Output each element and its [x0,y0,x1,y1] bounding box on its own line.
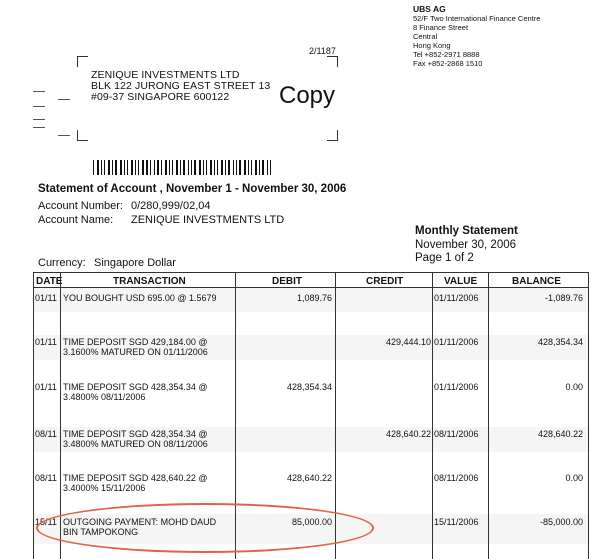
row-transaction-detail: 3.4800% MATURED ON 08/11/2006 [63,439,208,449]
page-indicator: Page 1 of 2 [415,252,474,264]
barcode-bar [259,160,260,175]
barcode-bar [108,160,110,175]
bank-tel: Tel +852-2971 8888 [413,50,480,59]
row-transaction: OUTGOING PAYMENT: MOHD DAUD [63,517,217,527]
row-credit: 429,444.10 [385,337,431,347]
barcode-bar [104,160,105,175]
barcode-bar [135,160,136,175]
barcode-bar [217,160,218,175]
barcode-bar [225,160,226,175]
header-debit: DEBIT [272,276,302,287]
fold-mark [33,91,45,92]
page-reference: 2/1187 [309,46,336,56]
row-balance: 428,640.22 [537,429,583,439]
barcode-bar [214,160,215,175]
barcode-bar [176,160,178,175]
account-number: 0/280,999/02,04 [131,200,211,212]
barcode-bar [183,160,185,175]
account-number-label: Account Number: [38,200,123,212]
fold-mark [33,119,45,120]
bank-address-line: Central [413,32,438,41]
barcode-bar [262,160,264,175]
bank-name: UBS AG [413,4,446,14]
barcode-bar [188,160,189,175]
barcode-bar [244,160,246,175]
barcode-bar [199,160,201,175]
row-balance: -85,000.00 [539,517,583,527]
header-transaction: TRANSACTION [113,276,186,287]
barcode-bar [203,160,204,175]
row-credit: 428,640.22 [385,429,431,439]
barcode-bar [161,160,162,175]
barcode-bar [115,160,117,175]
recipient-street: BLK 122 JURONG EAST STREET 13 [91,80,271,92]
account-name: ZENIQUE INVESTMENTS LTD [131,214,285,226]
column-divider [432,272,433,559]
row-debit: 85,000.00 [291,517,332,527]
recipient-address [91,70,270,103]
header-credit: CREDIT [366,276,404,287]
row-debit: 428,354.34 [286,382,332,392]
bank-fax: Fax +852-2868 1510 [413,59,483,68]
barcode-bar [150,160,151,175]
barcode-bar [146,160,148,175]
copy-stamp: Copy [279,82,336,109]
row-date: 08/11 [35,429,57,439]
row-date: 15/11 [35,517,57,527]
statement-date: November 30, 2006 [415,238,517,251]
barcode-bar [255,160,257,175]
barcode-bar [165,160,167,175]
row-balance: 0.00 [565,473,583,483]
recipient-city: #09-37 SINGAPORE 600122 [91,91,230,103]
bank-address-line: 8 Finance Street [413,23,469,32]
statement-title: Statement of Account , November 1 - November 30, 2006 [38,183,347,195]
barcode-bar [206,160,207,175]
row-transaction-detail: 3.4000% 15/11/2006 [63,483,146,493]
barcode-bar [142,160,144,175]
barcode-bar [101,160,102,175]
currency-line [38,257,176,269]
barcode-bar [127,160,128,175]
row-balance: 0.00 [565,382,583,392]
header-date: DATE [36,276,63,287]
barcode-bar [157,160,159,175]
barcode-bar [97,160,99,175]
row-balance: -1,089.76 [544,293,583,303]
barcode-bar [124,160,125,175]
barcode-bar [112,160,113,175]
barcode-bar [251,160,252,175]
row-debit: 428,640.22 [286,473,332,483]
recipient-name: ZENIQUE INVESTMENTS LTD [91,69,240,81]
barcode-bar [233,160,234,175]
bank-address-line: Hong Kong [413,41,451,50]
barcode-bar [221,160,223,175]
row-balance: 428,354.34 [537,337,583,347]
barcode-bar [248,160,249,175]
row-transaction-detail: BIN TAMPOKONG [63,527,139,537]
row-value-date: 08/11/2006 [434,473,479,483]
row-transaction-detail: 3.1600% MATURED ON 01/11/2006 [63,347,208,357]
row-date: 08/11 [35,473,57,483]
row-value-date: 08/11/2006 [434,429,479,439]
fold-mark [33,106,45,107]
barcode-bar [270,160,271,175]
barcode-bar [267,160,268,175]
barcode-bar [210,160,212,175]
account-info [38,199,284,227]
monthly-statement-heading: Monthly Statement [415,225,518,237]
barcode-bar [228,160,230,175]
header-balance: BALANCE [512,276,561,287]
barcode-bar [169,160,170,175]
row-transaction: TIME DEPOSIT SGD 428,354.34 @ [63,429,208,439]
row-value-date: 15/11/2006 [434,517,479,527]
address-window-corner [77,56,88,67]
row-value-date: 01/11/2006 [434,293,479,303]
row-transaction: YOU BOUGHT USD 695.00 @ 1.5679 [63,293,217,303]
fold-mark [33,127,45,128]
row-date: 01/11 [35,382,57,392]
row-date: 01/11 [35,337,57,347]
bank-address-block [413,4,540,68]
barcode-bar [138,160,139,175]
row-date: 01/11 [35,293,57,303]
currency-value: Singapore Dollar [94,257,176,269]
currency-label: Currency: [38,257,86,269]
barcode-bar [172,160,173,175]
row-debit: 1,089.76 [296,293,332,303]
row-transaction: TIME DEPOSIT SGD 428,354.34 @ [63,382,208,392]
barcode-icon [93,160,290,175]
account-name-label: Account Name: [38,214,114,226]
barcode-bar [194,160,196,175]
column-divider [488,272,489,559]
monthly-statement-block [415,225,518,266]
barcode-bar [191,160,192,175]
barcode-bar [93,160,94,175]
barcode-bar [120,160,122,175]
row-transaction-detail: 3.4800% 08/11/2006 [63,392,146,402]
barcode-bar [154,160,155,175]
row-transaction: TIME DEPOSIT SGD 429,184.00 @ [63,337,208,347]
address-window-corner [327,130,338,141]
row-value-date: 01/11/2006 [434,382,479,392]
barcode-bar [180,160,181,175]
barcode-bar [131,160,133,175]
barcode-bar [236,160,237,175]
highlight-ellipse [36,503,374,553]
row-transaction: TIME DEPOSIT SGD 428,640.22 @ [63,473,208,483]
fold-mark [58,99,70,100]
barcode-bar [239,160,241,175]
table-header-divider [33,287,589,288]
address-window-corner [77,130,88,141]
fold-mark [58,135,70,136]
address-window-corner [327,56,338,67]
row-value-date: 01/11/2006 [434,337,479,347]
bank-address-line: 52/F Two International Finance Centre [413,14,541,23]
header-value: VALUE [444,276,478,287]
